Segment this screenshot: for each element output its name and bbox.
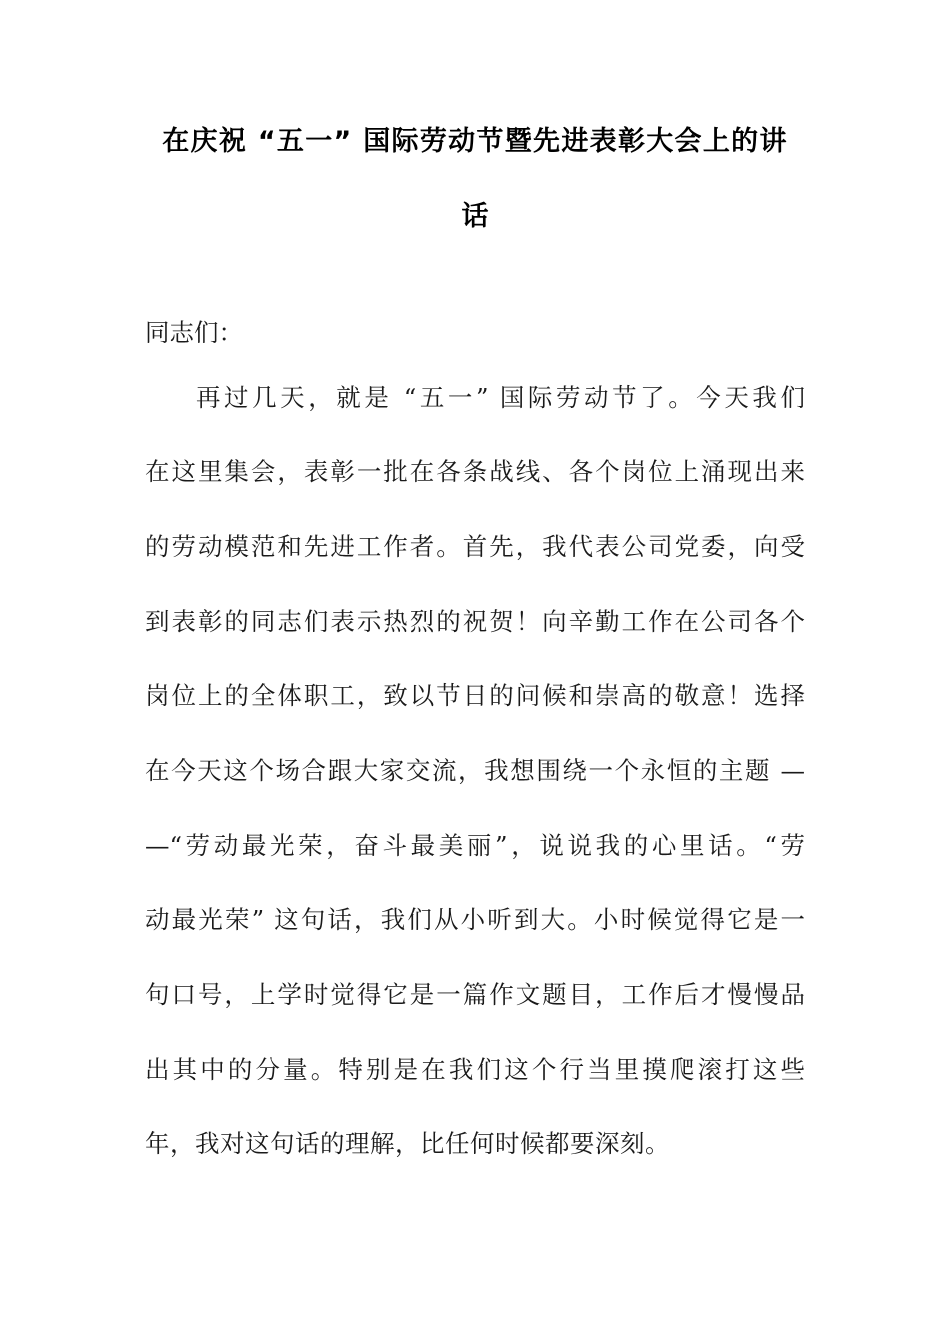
title-line-2: 话 — [461, 201, 489, 232]
paragraph-line: —“劳动最光荣，奋斗最美丽”，说说我的心里话。“劳 — [145, 831, 805, 860]
paragraph-line: 在这里集会，表彰一批在各条战线、各个岗位上涌现出来 — [145, 457, 805, 486]
paragraph-line: 的劳动模范和先进工作者。首先，我代表公司党委，向受 — [145, 532, 805, 561]
paragraph-line: 动最光荣” 这句话，我们从小听到大。小时候觉得它是一 — [145, 905, 805, 934]
paragraph-line: 在今天这个场合跟大家交流，我想围绕一个永恒的主题 — — [145, 756, 805, 785]
paragraph-line: 再过几天，就是 “五一” 国际劳动节了。今天我们 — [196, 383, 805, 412]
paragraph-line: 到表彰的同志们表示热烈的祝贺！向辛勤工作在公司各个 — [145, 607, 805, 636]
paragraph-line: 年，我对这句话的理解，比任何时候都要深刻。 — [145, 1129, 670, 1158]
paragraph-line: 句口号，上学时觉得它是一篇作文题目，工作后才慢慢品 — [145, 980, 805, 1009]
salutation: 同志们： — [145, 318, 243, 347]
paragraph-line: 出其中的分量。特别是在我们这个行当里摸爬滚打这些 — [145, 1055, 805, 1084]
paragraph-line: 岗位上的全体职工，致以节日的问候和崇高的敬意！选择 — [145, 681, 805, 710]
title-line-1: 在庆祝 “五一” 国际劳动节暨先进表彰大会上的讲 — [162, 126, 788, 157]
